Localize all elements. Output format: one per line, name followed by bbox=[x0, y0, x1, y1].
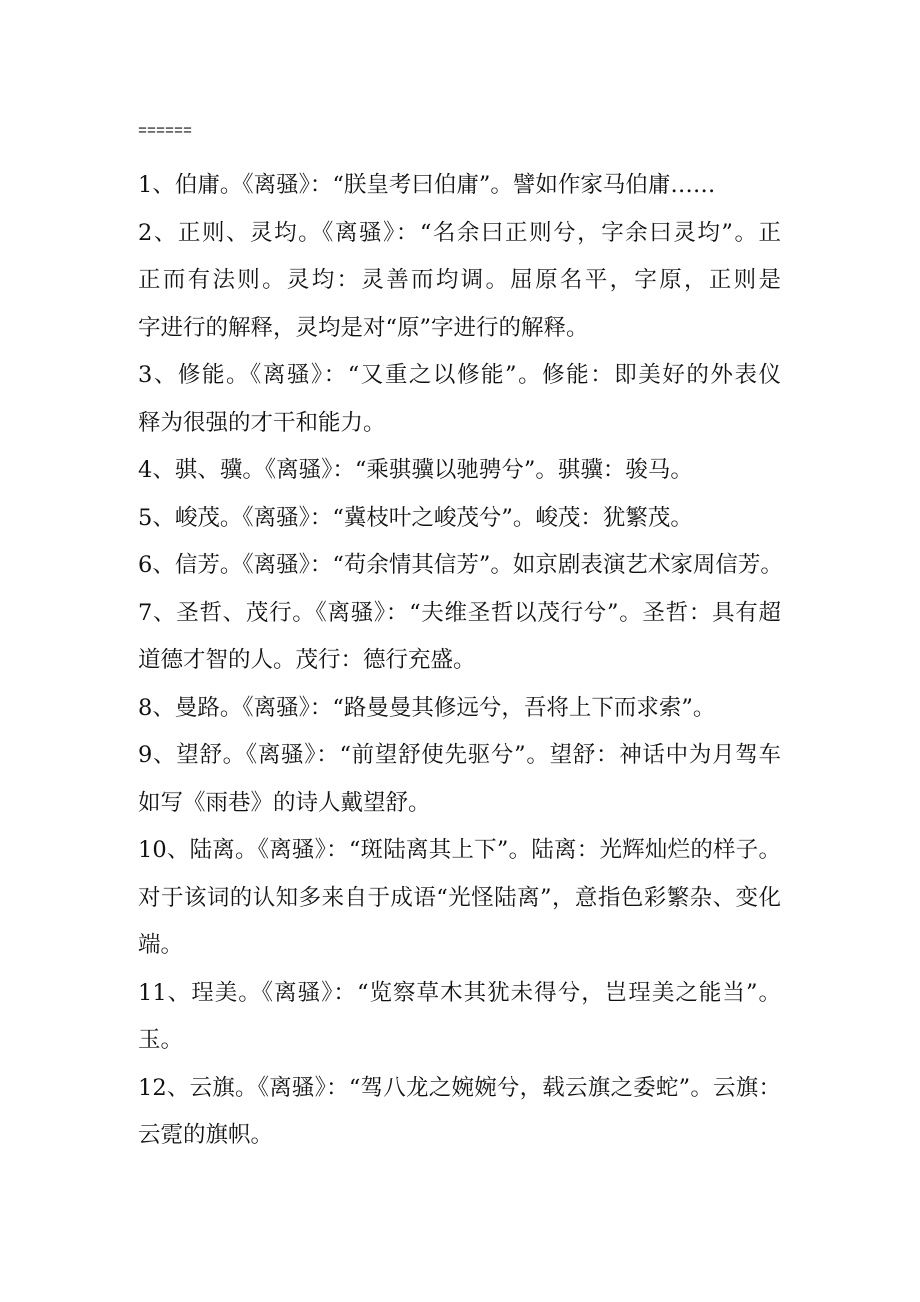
text-line: 1、伯庸。《离骚》：“朕皇考曰伯庸”。譬如作家马伯庸…… bbox=[138, 172, 716, 198]
document-body bbox=[138, 162, 781, 1160]
text-line: 端。 bbox=[138, 932, 184, 958]
text-line: 12、云旗。《离骚》：“驾八龙之婉婉兮，载云旗之委蛇”。云旗： bbox=[138, 1074, 781, 1101]
paragraph-1 bbox=[138, 162, 781, 210]
paragraph-12 bbox=[138, 1065, 781, 1160]
text-line: 玉。 bbox=[138, 1027, 184, 1053]
text-line: 3、修能。《离骚》：“又重之以修能”。修能：即美好的外表仪 bbox=[138, 362, 781, 388]
text-line: 正而有法则。灵均：灵善而均调。屈原名平，字原，正则是 bbox=[138, 267, 781, 293]
text-line: 2、正则、灵均。《离骚》：“名余曰正则兮，字余曰灵均”。正 bbox=[138, 219, 781, 246]
paragraph-11 bbox=[138, 970, 781, 1065]
paragraph-4 bbox=[138, 447, 781, 495]
paragraph-3 bbox=[138, 352, 781, 447]
paragraph-9 bbox=[138, 732, 781, 827]
separator-line: ====== bbox=[138, 123, 193, 140]
paragraph-8 bbox=[138, 685, 781, 733]
paragraph-6 bbox=[138, 542, 781, 590]
text-line: 6、信芳。《离骚》：“苟余情其信芳”。如京剧表演艺术家周信芳。 bbox=[138, 552, 783, 578]
paragraph-5 bbox=[138, 495, 781, 543]
text-line: 5、峻茂。《离骚》：“冀枝叶之峻茂兮”。峻茂：犹繁茂。 bbox=[138, 504, 693, 531]
text-line: 7、圣哲、茂行。《离骚》：“夫维圣哲以茂行兮”。圣哲：具有超 bbox=[138, 599, 781, 626]
text-line: 4、骐、骥。《离骚》：“乘骐骥以驰骋兮”。骐骥：骏马。 bbox=[138, 457, 693, 483]
paragraph-7 bbox=[138, 590, 781, 685]
text-line: 8、曼路。《离骚》：“路曼曼其修远兮，吾将上下而求索”。 bbox=[138, 694, 716, 721]
text-line: 释为很强的才干和能力。 bbox=[138, 409, 386, 436]
paragraph-2 bbox=[138, 210, 781, 353]
text-line: 字进行的解释，灵均是对“原”字进行的解释。 bbox=[138, 314, 589, 341]
text-line: 云霓的旗帜。 bbox=[138, 1122, 274, 1148]
text-line: 道德才智的人。茂行：德行充盛。 bbox=[138, 647, 476, 673]
paragraph-10 bbox=[138, 827, 781, 970]
text-line: 11、珵美。《离骚》：“览察草木其犹未得兮，岂珵美之能当”。 bbox=[138, 979, 781, 1006]
text-line: 10、陆离。《离骚》：“斑陆离其上下”。陆离：光辉灿烂的样子。 bbox=[138, 837, 781, 863]
text-line: 对于该词的认知多来自于成语“光怪陆离”，意指色彩繁杂、变化 bbox=[138, 884, 781, 911]
text-line: 如写《雨巷》的诗人戴望舒。 bbox=[138, 789, 431, 816]
text-line: 9、望舒。《离骚》：“前望舒使先驱兮”。望舒：神话中为月驾车 bbox=[138, 742, 781, 768]
